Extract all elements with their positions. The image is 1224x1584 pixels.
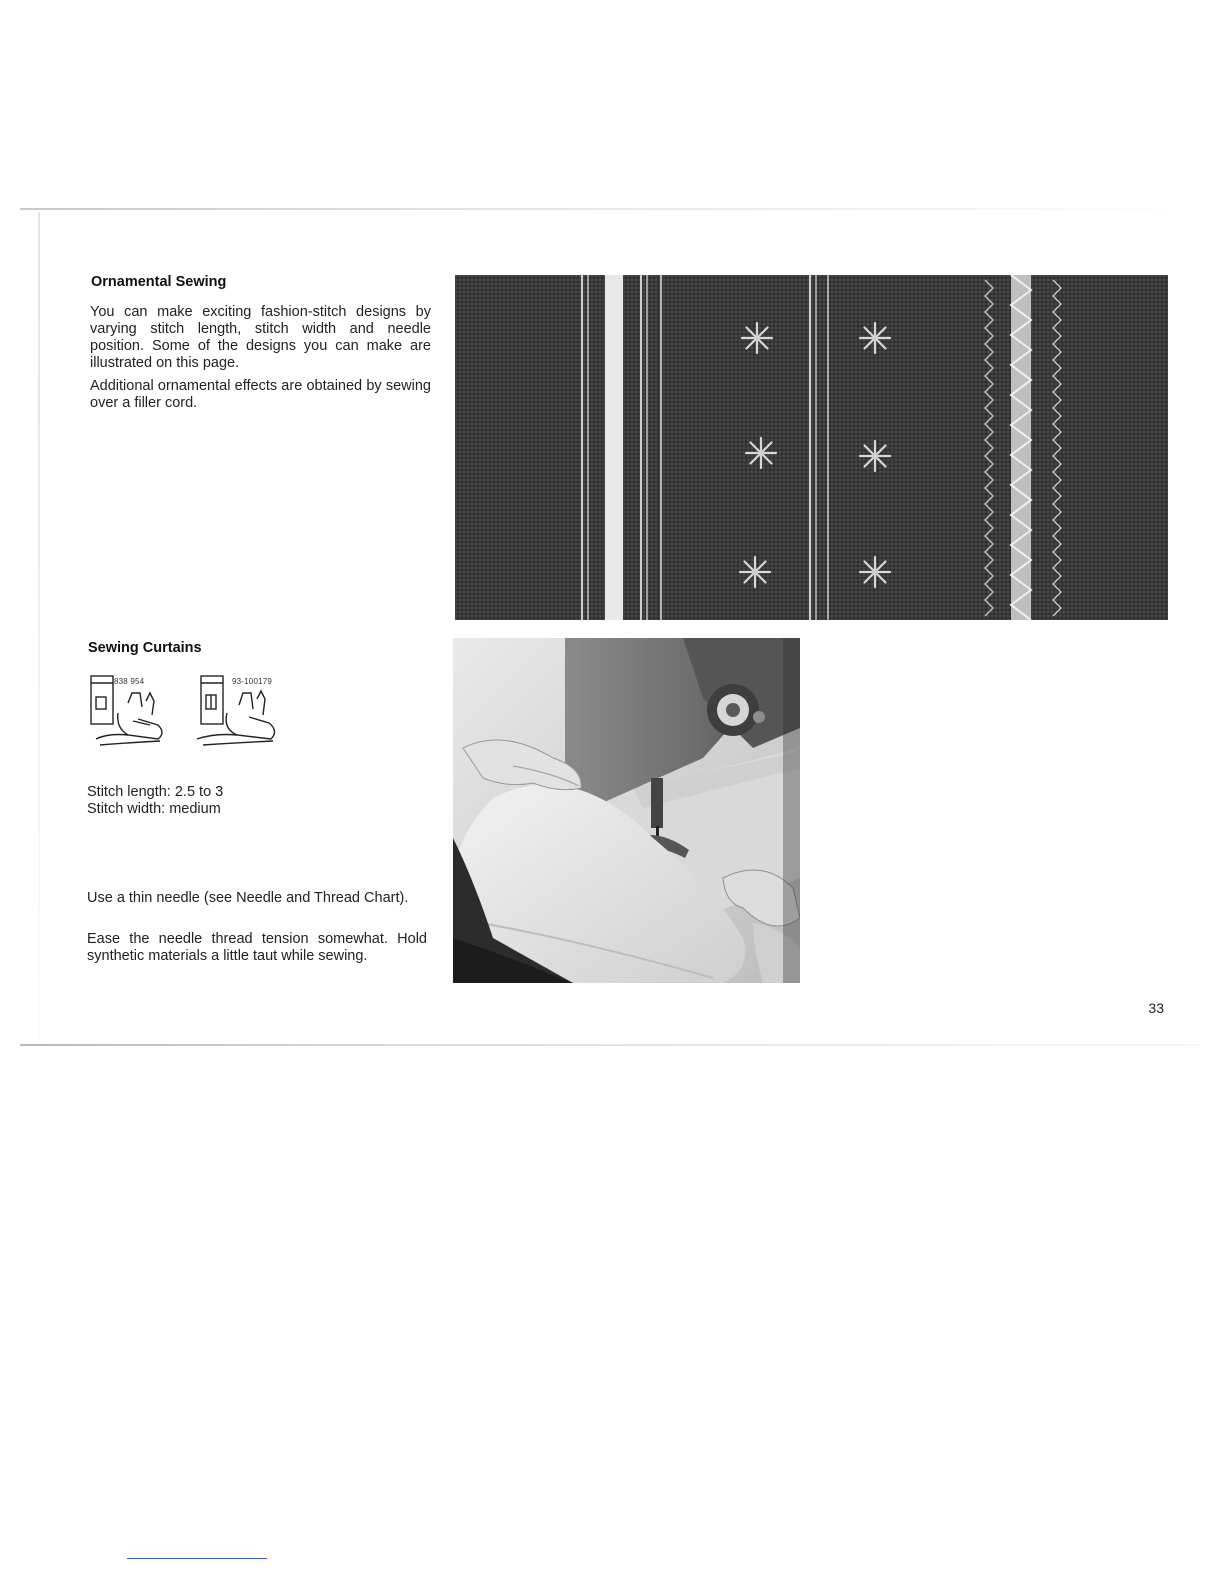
page-frame-top [20, 208, 1200, 210]
page-number: 33 [1148, 1000, 1164, 1016]
ornamental-paragraph-2: Additional ornamental effects are obtained by sewing over a filler cord. [90, 378, 431, 411]
sewing-curtains-photo [453, 638, 800, 983]
page-frame-bottom [20, 1044, 1200, 1046]
curtains-paragraph-1: Use a thin needle (see Needle and Thread Chart). [87, 890, 409, 906]
ornamental-stitches-photo [455, 275, 1168, 620]
curtains-heading: Sewing Curtains [88, 640, 202, 656]
curtains-paragraph-2: Ease the needle thread tension somewhat. Hold synthetic materials a little taut while sewing. [87, 931, 427, 964]
presser-foot-1-code: 838 954 [114, 677, 145, 686]
stitch-length: Stitch length: 2.5 to 3 [87, 784, 224, 800]
bottom-link-underline [127, 1558, 267, 1559]
presser-foot-2-code: 93-100179 [232, 677, 273, 686]
stitch-width: Stitch width: medium [87, 801, 221, 817]
ornamental-paragraph-1: You can make exciting fashion-stitch designs by varying stitch length, stitch width and needle position. Some of the designs you can make are illustrated on this page. [90, 304, 431, 371]
page-frame-left [38, 212, 40, 1042]
ornamental-heading: Ornamental Sewing [91, 274, 227, 290]
